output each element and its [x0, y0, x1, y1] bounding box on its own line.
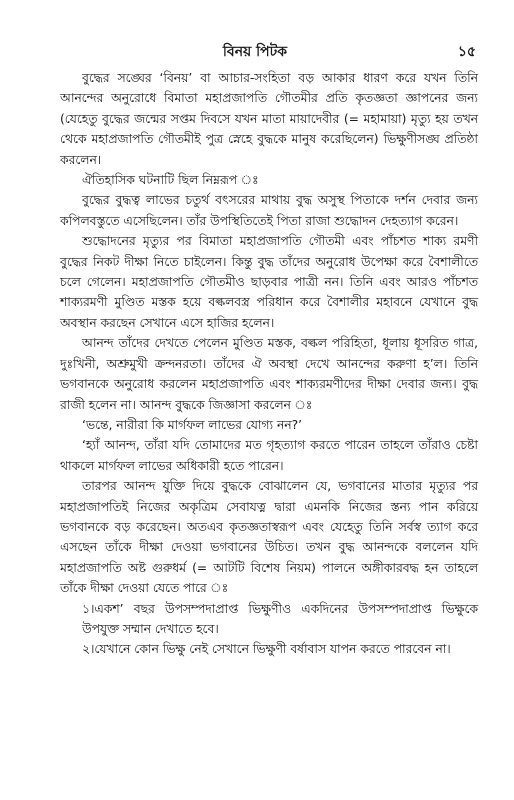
paragraph: শুদ্ধোদনের মৃত্যুর পর বিমাতা মহাপ্রজাপতি গৌতমী এবং পাঁচশত শাক্য রমণী বুদ্ধের নিকট দীক্ষা নিতে চাইলেন। কিন্তু বুদ্ধ তাঁদের অনুরোধ উপেক্ষা করে বৈশালীতে চলে গেলেন। মহাপ্রজাপতি গৌতমীও ছাড়বার পাত্রী নন। তিনি এবং আরও পাঁচশত শাক্যরমণী মুণ্ডিত মস্তক হয়ে বল্কলবস্ত্র পরিধান করে বৈশালীর মহাবনে যেখানে বুদ্ধ অবস্থান করছেন সেখানে এসে হাজির হলেন।	[60, 234, 478, 330]
list-item: ২।যেখানে কোন ভিক্ষু নেই সেখানে ভিক্ষুণী বর্ষাবাস যাপন করতে পারবেন না।	[82, 642, 451, 657]
paragraph: ঐতিহাসিক ঘটনাটি ছিল নিম্নরূপ ঃ	[82, 173, 259, 188]
paragraph: আনন্দ তাঁদের দেখতে পেলেন মুণ্ডিত মস্তক, বল্কল পরিহিতা, ধূলায় ধূসরিত গাত্র, দুঃখিনী, অশ্রুমুখী ক্রন্দনরতা। তাঁদের ঐ অবস্থা দেখে আনন্দের করুণা হ’ল। তিনি ভগবানকে অনুরোধ করলেন মহাপ্রজাপতি এবং শাক্যরমণীদের দীক্ষা দেবার জন্য। বুদ্ধ রাজী হলেন না। আনন্দ বুদ্ধকে জিজ্ঞাসা করলেন ঃ	[60, 336, 478, 412]
running-title: বিনয় পিটক	[222, 44, 288, 60]
list-item: ১।একশ’ বছর উপসম্পদাপ্রাপ্ত ভিক্ষুণীও একদিনের উপসম্পদাপ্রাপ্ত ভিক্ষুকে উপযুক্ত সম্মান দেখাতে হবে।	[82, 601, 478, 636]
paragraph: তারপর আনন্দ যুক্তি দিয়ে বুদ্ধকে বোঝালেন যে, ভগবানের মাতার মৃত্যুর পর মহাপ্রজাপতিই নিজের অকৃত্রিম সেবাযত্ন দ্বারা এমনকি নিজের স্তন্য পান করিয়ে ভগবানকে বড় করেছেন। অতএব কৃতজ্ঞতাস্বরূপ এবং যেহেতু তিনি সর্বস্ব ত্যাগ করে এসছেন তাঁকে দীক্ষা দেওয়া ভগবানের উচিত। তখন বুদ্ধ আনন্দকে বললেন যদি মহাপ্রজাপতি অষ্ট গুরুধর্ম (= আটটি বিশেষ নিয়ম) পালনে অঙ্গীকারবদ্ধ হন তাহলে তাঁকে দীক্ষা দেওয়া যেতে পারে ঃ	[60, 479, 478, 596]
paragraph: বুদ্ধের সঙ্ঘের ‘বিনয়’ বা আচার-সংহিতা বড় আকার ধারণ করে যখন তিনি আনন্দের অনুরোধে বিমাতা মহাপ্রজাপতি গৌতমীর প্রতি কৃতজ্ঞতা জ্ঞাপনের জন্য (যেহেতু বুদ্ধের জন্মের সপ্তম দিবসে যখন মাতা মায়াদেবীর (= মহামায়া) মৃত্যু হয় তখন থেকে মহাপ্রজাপতি গৌতমীই পুত্র স্নেহে বুদ্ধকে মানুষ করেছিলেন) ভিক্ষুণীসঙ্ঘ প্রতিষ্ঠা করলেন।	[60, 71, 478, 167]
page-header	[0, 38, 514, 62]
paragraph: বুদ্ধের বুদ্ধত্ব লাভের চতুর্থ বৎসরের মাথায় বুদ্ধ অসুস্থ পিতাকে দর্শন দেবার জন্য কপিলবস্তুতে এসেছিলেন। তাঁর উপস্থিতিতেই পিতা রাজা শুদ্ধোদন দেহত্যাগ করেন।	[60, 193, 478, 228]
body-text	[60, 68, 478, 660]
quote-paragraph: ‘হ্যাঁ আনন্দ, তাঁরা যদি তোমাদের মত গৃহত্যাগ করতে পারেন তাহলে তাঁরাও চেষ্টা থাকলে মার্গফল লাভের অধিকারী হতে পারেন।	[60, 438, 478, 473]
page-number: ১৫	[457, 44, 476, 60]
quote-paragraph: ‘ভন্তে, নারীরা কি মার্গফল লাভের যোগ্য নন?’	[82, 417, 303, 432]
